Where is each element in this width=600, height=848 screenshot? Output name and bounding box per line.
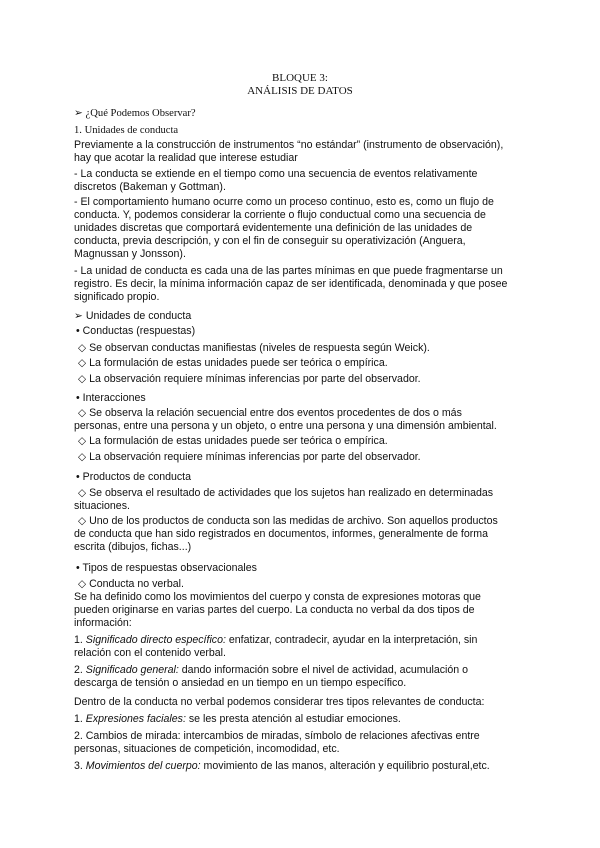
item-text: se les presta atención al estudiar emociones. bbox=[185, 713, 401, 725]
interacciones-item: ◇ La observación requiere mínimas inferencias por parte del observador. bbox=[78, 451, 421, 463]
interacciones-item: ◇ Se observa la relación secuencial entre dos eventos procedentes de dos o más bbox=[78, 407, 462, 419]
block-subtitle: ANÁLISIS DE DATOS bbox=[247, 85, 353, 97]
item-emphasis: Significado general: bbox=[85, 664, 179, 676]
question-text: ¿Qué Podemos Observar? bbox=[85, 108, 196, 119]
relevant-item-1 bbox=[74, 713, 534, 727]
tipos-title: • Tipos de respuestas observacionales bbox=[76, 562, 257, 574]
conductas-item: ◇ Se observan conductas manifiestas (niveles de respuesta según Weick). bbox=[78, 342, 430, 354]
section-heading: 1. Unidades de conducta bbox=[74, 125, 179, 136]
paragraph-2-line-3: unidades discretas que comportará evidentemente una definición de las unidades de bbox=[74, 222, 473, 234]
conductas-item: ◇ La observación requiere mínimas inferencias por parte del observador. bbox=[78, 373, 421, 385]
arrow-bullet-icon: ➢ bbox=[74, 108, 83, 119]
paragraph-3-line-2: registro. Es decir, la mínima información capaz de ser identificada, denominada y que posee bbox=[74, 278, 508, 290]
item-emphasis: Significado directo específico: bbox=[85, 634, 226, 646]
tipos-para-line: Se ha definido como los movimientos del cuerpo y consta de expresiones motoras que bbox=[74, 591, 481, 603]
item-emphasis: Expresiones faciales: bbox=[85, 713, 186, 725]
item-number: 1. bbox=[74, 713, 86, 725]
item-text: enfatizar, contradecir, ayudar en la interpretación, sin bbox=[225, 634, 478, 646]
interacciones-title: • Interacciones bbox=[76, 392, 146, 404]
item-number: 3. bbox=[74, 760, 86, 772]
question-heading bbox=[74, 107, 534, 121]
numbered-item-2 bbox=[74, 664, 534, 678]
productos-item-cont: de conducta que han sido registrados en documentos, informes, generalmente de forma bbox=[74, 528, 488, 540]
item-text: dando información sobre el nivel de actividad, acumulación o bbox=[178, 664, 468, 676]
paragraph-3-line-3: significado propio. bbox=[74, 291, 160, 303]
numbered-item-2-cont: descarga de tensión o ansiedad en un tiempo en un tiempo específico. bbox=[74, 677, 407, 689]
item-text: movimiento de las manos, alteración y equilibrio postural,etc. bbox=[200, 760, 490, 772]
relevant-item-3 bbox=[74, 760, 534, 774]
paragraph-1-line-2: discretos (Bakeman y Gottman). bbox=[74, 181, 226, 193]
tipos-sub: ◇ Conducta no verbal. bbox=[78, 578, 184, 590]
tipos-para-2: Dentro de la conducta no verbal podemos considerar tres tipos relevantes de conducta: bbox=[74, 696, 485, 708]
paragraph-2-line-4: conducta, previa descripción, y con el fin de conseguir su operativización (Anguera, bbox=[74, 235, 466, 247]
interacciones-item: ◇ La formulación de estas unidades puede ser teórica o empírica. bbox=[78, 435, 388, 447]
tipos-para-line: información: bbox=[74, 617, 132, 629]
intro-line-2: hay que acotar la realidad que interese estudiar bbox=[74, 152, 298, 164]
productos-title: • Productos de conducta bbox=[76, 471, 192, 483]
productos-item: ◇ Se observa el resultado de actividades que los sujetos han realizado en determinadas bbox=[78, 487, 494, 499]
numbered-item-1 bbox=[74, 634, 534, 648]
paragraph-2-line-5: Magnussan y Jonsson). bbox=[74, 248, 186, 260]
block-title: BLOQUE 3: bbox=[272, 72, 328, 84]
paragraph-1-line-1: - La conducta se extiende en el tiempo como una secuencia de eventos relativamente bbox=[74, 168, 478, 180]
productos-item-cont: escrita (dibujos, fichas...) bbox=[74, 541, 192, 553]
interacciones-item-cont: personas, entre una persona y un objeto, o entre una persona y una dimensión ambiental. bbox=[74, 420, 497, 432]
relevant-item-2-cont: personas, situaciones de competición, incomodidad, etc. bbox=[74, 743, 340, 755]
item-emphasis: Movimientos del cuerpo: bbox=[85, 760, 201, 772]
item-number: 2. bbox=[74, 664, 86, 676]
relevant-item-2: 2. Cambios de mirada: intercambios de miradas, símbolo de relaciones afectivas entre bbox=[74, 730, 480, 742]
item-number: 1. bbox=[74, 634, 86, 646]
units-heading: ➢ Unidades de conducta bbox=[74, 310, 192, 322]
paragraph-2-line-2: conducta. Y, podemos considerar la corriente o flujo conductual como una secuencia de bbox=[74, 209, 486, 221]
tipos-para-line: pueden originarse en varias partes del cuerpo. La conducta no verbal da dos tipos de bbox=[74, 604, 475, 616]
conductas-title: • Conductas (respuestas) bbox=[76, 325, 196, 337]
productos-item: ◇ Uno de los productos de conducta son las medidas de archivo. Son aquellos productos bbox=[78, 515, 498, 527]
intro-line-1: Previamente a la construcción de instrumentos “no estándar” (instrumento de observación), bbox=[74, 139, 504, 151]
conductas-item: ◇ La formulación de estas unidades puede ser teórica o empírica. bbox=[78, 357, 388, 369]
numbered-item-1-cont: relación con el contenido verbal. bbox=[74, 647, 226, 659]
paragraph-3-line-1: - La unidad de conducta es cada una de las partes mínimas en que puede fragmentarse un bbox=[74, 265, 503, 277]
paragraph-2-line-1: - El comportamiento humano ocurre como un proceso continuo, esto es, como un flujo de bbox=[74, 196, 494, 208]
productos-item-cont: situaciones. bbox=[74, 500, 130, 512]
